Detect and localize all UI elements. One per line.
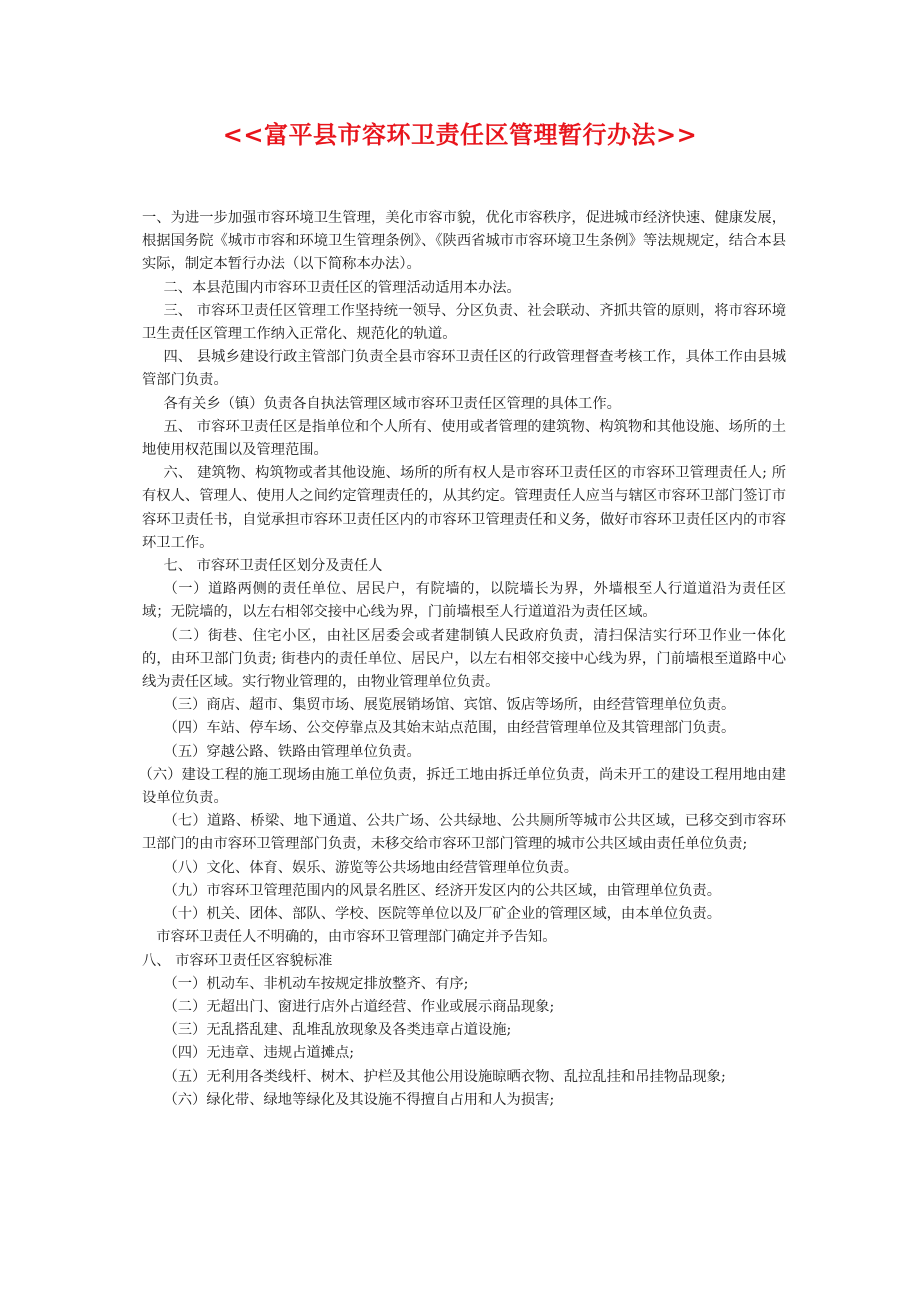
paragraph-4: 四、 县城乡建设行政主管部门负责全县市容环卫责任区的行政管理督查考核工作，具体工作由县城管部门负责。 bbox=[142, 349, 786, 389]
paragraph-23: （三）无乱搭乱建、乱堆乱放现象及各类违章占道设施; bbox=[163, 1022, 512, 1039]
paragraph-22: （二）无超出门、窗进行店外占道经营、作业或展示商品现象; bbox=[163, 998, 555, 1015]
paragraph-14: （六）建设工程的施工现场由施工单位负责，拆迁工地由拆迁单位负责，尚未开工的建设工程用地由建设单位负责。 bbox=[138, 766, 786, 807]
document-body bbox=[138, 207, 786, 1112]
paragraph-13: （五）穿越公路、铁路由管理单位负责。 bbox=[163, 743, 421, 760]
paragraph-7: 六、 建筑物、构筑物或者其他设施、场所的所有权人是市容环卫责任区的市容环卫管理责任人; 所有权人、管理人、使用人之间约定管理责任的，从其约定。管理责任人应当与辖区市容环卫部门签订市容环卫责任书，自觉承担市容环卫责任区内的市容环卫管理责任和义务，做好市容环卫责任区内的市容环卫工作。 bbox=[142, 465, 786, 551]
paragraph-16: （八）文化、体育、娱乐、游览等公共场地由经营管理单位负责。 bbox=[163, 859, 579, 876]
paragraph-26: （六）绿化带、绿地等绿化及其设施不得擅自占用和人为损害; bbox=[163, 1091, 555, 1108]
paragraph-2: 二、本县范围内市容环卫责任区的管理活动适用本办法。 bbox=[163, 279, 521, 296]
paragraph-11: （三）商店、超市、集贸市场、展览展销场馆、宾馆、饭店等场所，由经营管理单位负责。 bbox=[163, 697, 736, 714]
paragraph-17: （九）市容环卫管理范围内的风景名胜区、经济开发区内的公共区域，由管理单位负责。 bbox=[163, 882, 722, 899]
paragraph-9: （一）道路两侧的责任单位、居民户，有院墙的，以院墙长为界，外墙根至人行道道沿为责任区域；无院墙的，以左右相邻交接中心线为界，门前墙根至人行道道沿为责任区域。 bbox=[142, 581, 786, 621]
paragraph-24: （四）无违章、违规占道摊点; bbox=[163, 1045, 355, 1062]
paragraph-3: 三、 市容环卫责任区管理工作坚持统一领导、分区负责、社会联动、齐抓共管的原则，将市容环境卫生责任区管理工作纳入正常化、规范化的轨道。 bbox=[142, 302, 786, 343]
paragraph-8: 七、 市容环卫责任区划分及责任人 bbox=[163, 558, 383, 575]
paragraph-6: 五、 市容环卫责任区是指单位和个人所有、使用或者管理的建筑物、构筑物和其他设施、场所的土地使用权范围以及管理范围。 bbox=[142, 418, 786, 459]
paragraph-1: 一、为进一步加强市容环境卫生管理，美化市容市貌，优化市容秩序，促进城市经济快速、健康发展，根据国务院《城市市容和环境卫生管理条例》、《陕西省城市市容环境卫生条例》等法规规定，结合本县实际，制定本暂行办法（以下简称本办法）。 bbox=[142, 210, 786, 273]
paragraph-12: （四）车站、停车场、公交停靠点及其始末站点范围，由经营管理单位及其管理部门负责。 bbox=[163, 720, 736, 737]
document-title: <<富平县市容环卫责任区管理暂行办法>> bbox=[222, 120, 698, 149]
paragraph-19: 市容环卫责任人不明确的，由市容环卫管理部门确定并予告知。 bbox=[156, 929, 557, 946]
paragraph-5: 各有关乡（镇）负责各自执法管理区域市容环卫责任区管理的具体工作。 bbox=[163, 395, 621, 412]
paragraph-21: （一）机动车、非机动车按规定排放整齐、有序; bbox=[163, 975, 469, 992]
paragraph-20: 八、 市容环卫责任区容貌标准 bbox=[142, 952, 333, 969]
paragraph-10: （二）街巷、住宅小区，由社区居委会或者建制镇人民政府负责，清扫保洁实行环卫作业一体化的，由环卫部门负责; 街巷内的责任单位、居民户，以左右相邻交接中心线为界，门前墙根至道路中心线为责任区域。实行物业管理的，由物业管理单位负责。 bbox=[142, 627, 786, 691]
paragraph-15: （七）道路、桥梁、地下通道、公共广场、公共绿地、公共厕所等城市公共区域，已移交到市容环卫部门的由市容环卫管理部门负责，未移交给市容环卫部门管理的城市公共区域由责任单位负责; bbox=[142, 813, 786, 853]
paragraph-25: （五）无利用各类线杆、树木、护栏及其他公用设施晾晒衣物、乱拉乱挂和吊挂物品现象; bbox=[163, 1068, 726, 1085]
paragraph-18: （十）机关、团体、部队、学校、医院等单位以及厂矿企业的管理区域，由本单位负责。 bbox=[163, 906, 722, 923]
